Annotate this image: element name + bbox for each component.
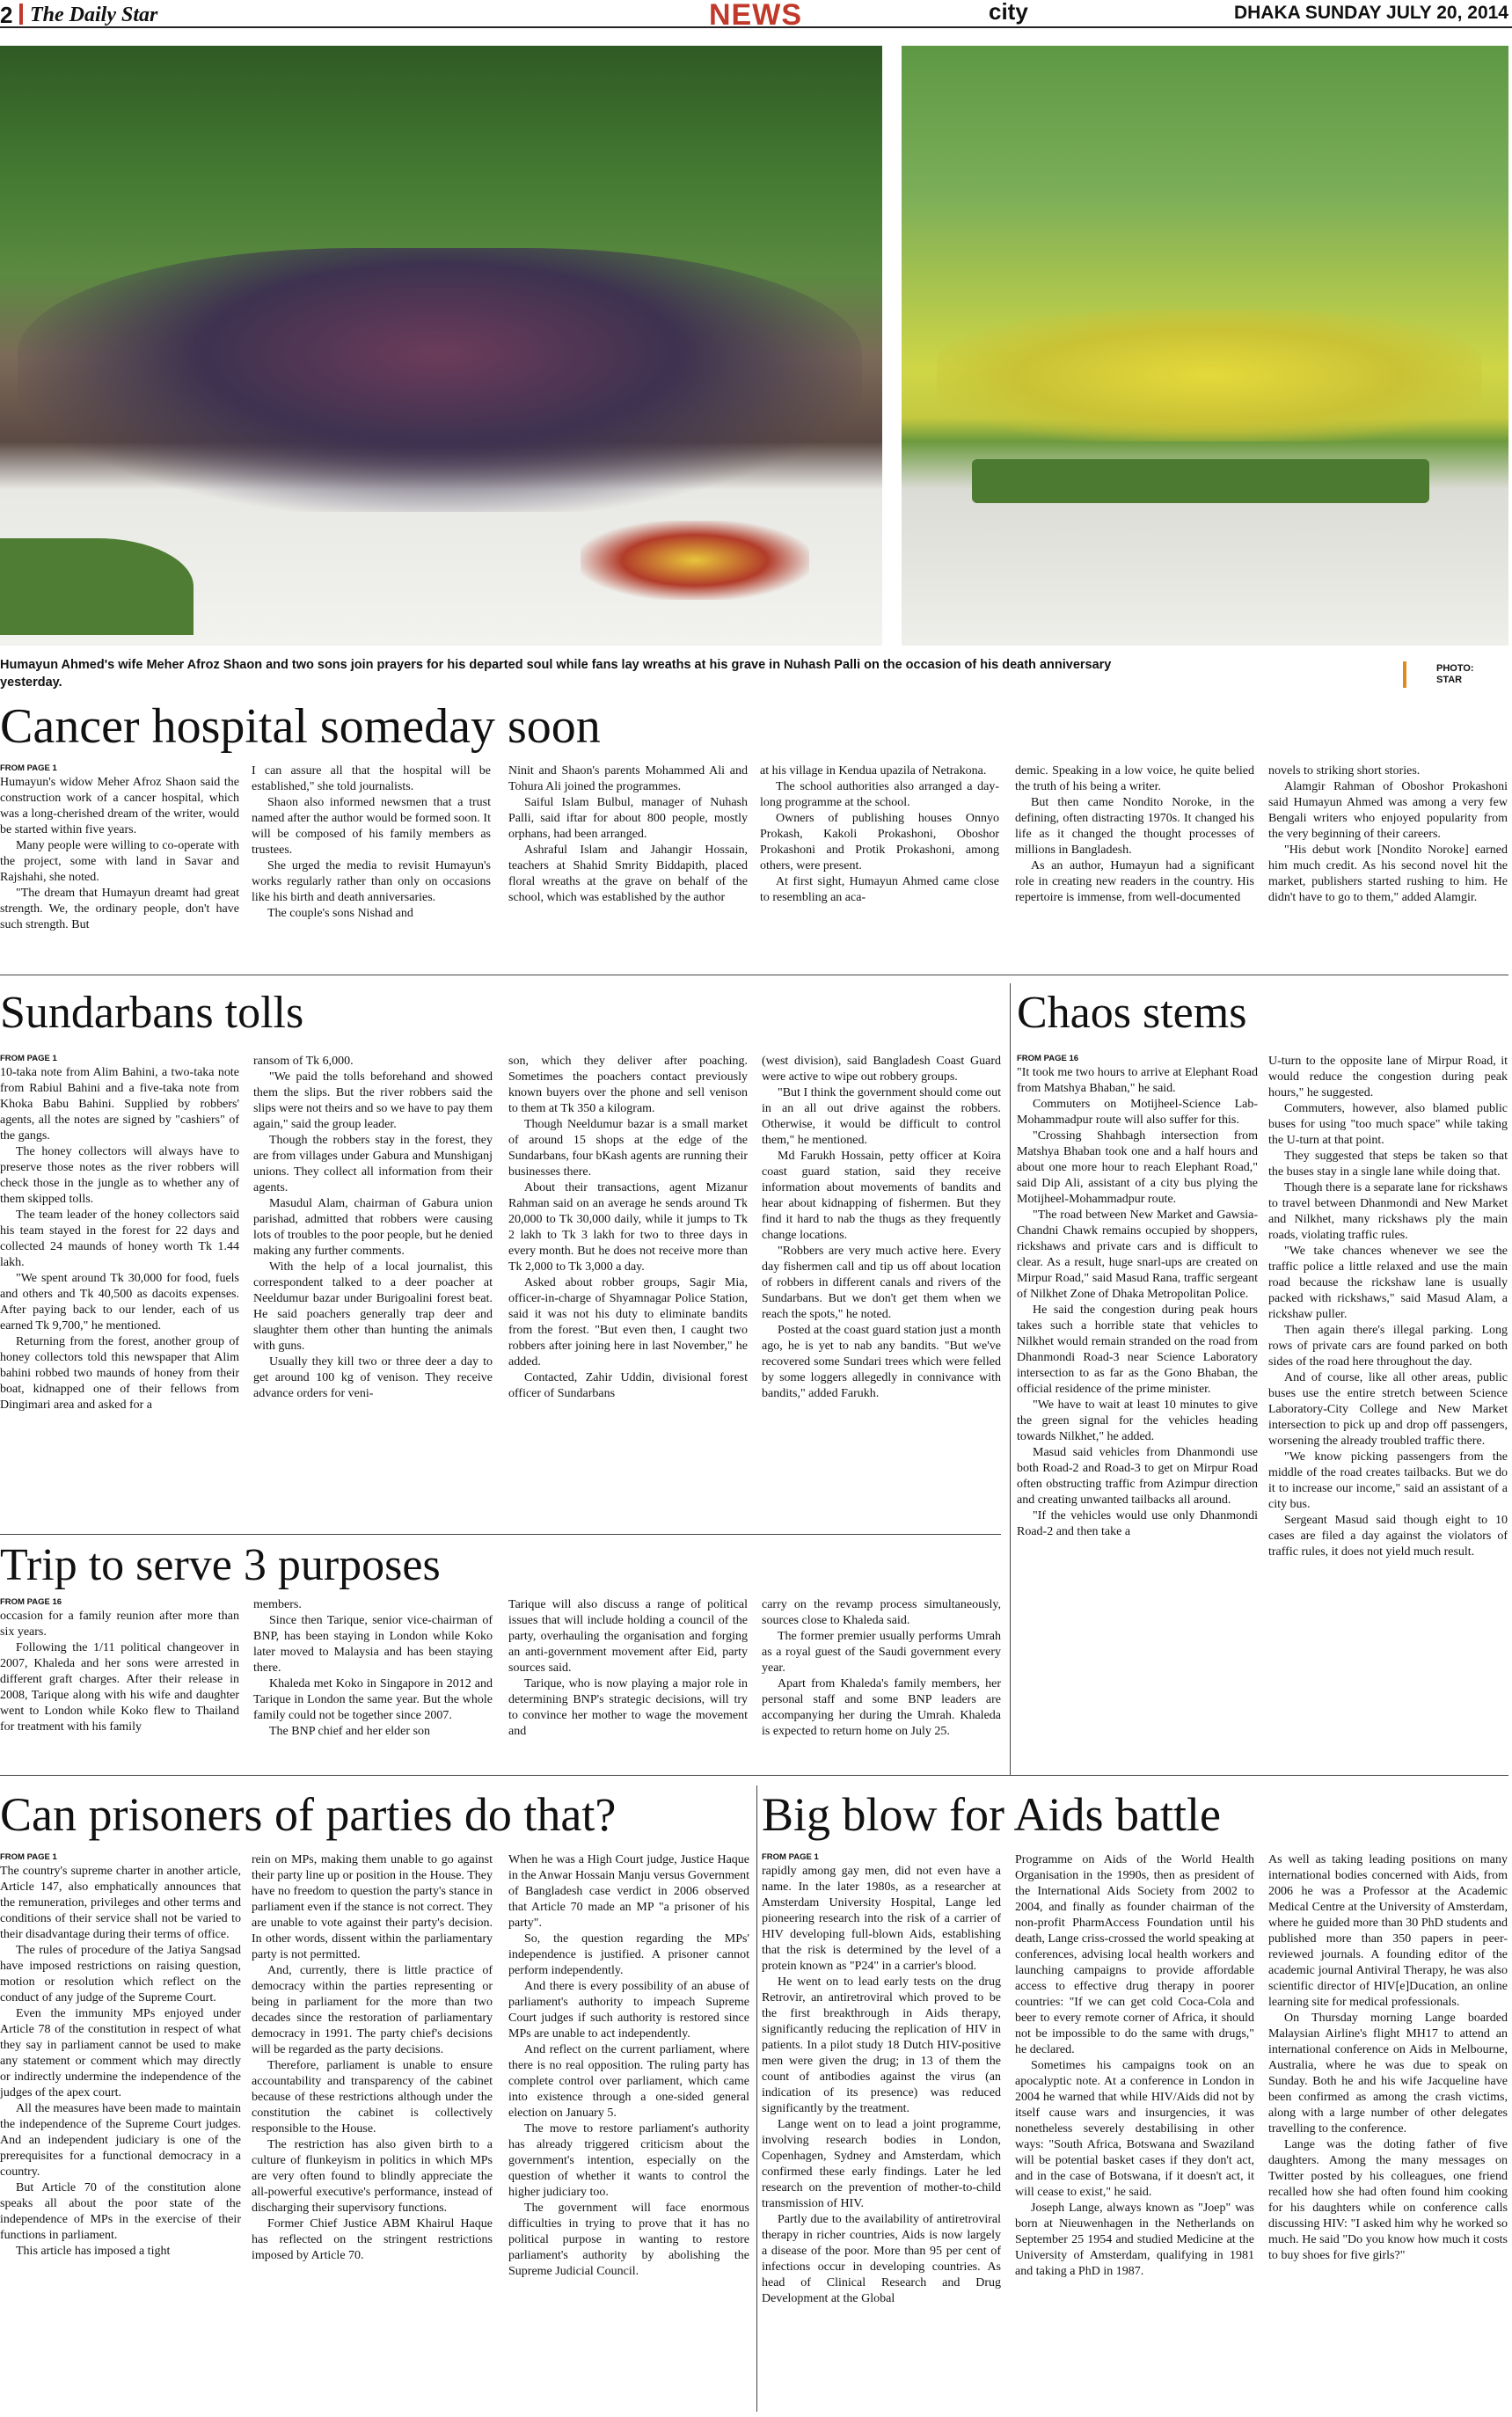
story-column bbox=[253, 1054, 493, 1552]
paragraph: Alamgir Rahman of Oboshor Prokashoni said Humayun Ahmed was among a very few Bengali writers who enjoyed popularity from the very beginning of their careers. bbox=[1268, 780, 1508, 841]
photo-credit bbox=[1436, 663, 1474, 686]
story-column bbox=[1268, 763, 1508, 968]
paragraph: She urged the media to revisit Humayun's works regularly rather than only on occasions like his birth and death anniversaries. bbox=[252, 859, 491, 904]
paragraph: rapidly among gay men, did not even have a name. In the later 1980s, as a researcher at Amsterdam University Hospital, Lange led pioneering research into the risk of a carrier of HIV developing full-blown Aids, establishing that the risk is determined by the level of a protein known as "P24" in a carrier's blood. bbox=[762, 1865, 1001, 1973]
paragraph: But Article 70 of the constitution alone speaks all about the poor state of the independence of MPs in the exercise of their functions in parliament. bbox=[0, 2181, 241, 2242]
from-page-label: FROM PAGE 1 bbox=[0, 1054, 57, 1063]
paragraph: Partly due to the availability of antiretroviral therapy in richer countries, Aids is now largely a disease of the poor. More than 95 per cent of infections occur in developing countries. As head of Clinical Research and Drug Development at the Global bbox=[762, 2213, 1001, 2305]
paragraph: As an author, Humayun had a significant role in creating new readers in the country. His repertoire is immense, from well-documented bbox=[1015, 859, 1254, 904]
paragraph: Sometimes his campaigns took on an apocalyptic note. At a conference in London in 2004 he warned that while HIV/Aids did not by itself cause wars and insurgencies, it was nonetheless severely destabilising in other ways: "South Africa, Botswana and Swaziland will be potential basket cases if they don't act, and in the case of Botswana, if it doesn't act, it will cease to exist," he said. bbox=[1015, 2059, 1254, 2199]
story-headline-chaos: Chaos stems bbox=[1017, 988, 1247, 1038]
paragraph: "His debut work [Nondito Noroke] earned him much credit. As his second novel hit the market, publishers started rushing to him. He didn't have to go to them," added Alamgir. bbox=[1268, 843, 1508, 904]
story-column bbox=[0, 1597, 239, 1770]
paragraph: "We have to wait at least 10 minutes to give the green signal for the vehicles heading towards Nilkhet," he added. bbox=[1017, 1398, 1258, 1443]
paragraph: "We take chances whenever we see the traffic police a little relaxed and use the main road because the rickshaw lane is usually packed with rickshaws," said Masud Alam, a rickshaw puller. bbox=[1268, 1245, 1508, 1321]
from-page-label: FROM PAGE 16 bbox=[1017, 1054, 1079, 1063]
story-column bbox=[1017, 1054, 1258, 1770]
story-headline-sundarbans: Sundarbans tolls bbox=[0, 988, 304, 1038]
page-number-divider bbox=[19, 4, 23, 25]
paragraph: Commuters on Motijheel-Science Lab-Mohammadpur route will also suffer for this. bbox=[1017, 1098, 1258, 1127]
paragraph: He went on to lead early tests on the drug Retrovir, an antiretroviral which proved to be the first breakthrough in Aids therapy, significantly reducing the replication of HIV in patients. In a pilot study 18 Dutch HIV-positive men were given the drug; in 13 of them the count of antibodies against the virus (an indication of its presence) was reduced significantly by the treatment. bbox=[762, 1975, 1001, 2115]
paragraph: Saiful Islam Bulbul, manager of Nuhash Palli, said iftar for about 800 people, mostly orphans, had been arranged. bbox=[508, 796, 748, 841]
paragraph: "We spent around Tk 30,000 for food, fuels and others and Tk 40,500 as dacoits expenses. After paying back to our lender, each of us earned Tk 9,700," he mentioned. bbox=[0, 1272, 239, 1333]
subsection-label: city bbox=[989, 0, 1028, 25]
masthead bbox=[0, 0, 1512, 32]
paragraph: Ashraful Islam and Jahangir Hossain, teachers at Shahid Smrity Biddapith, placed floral wreaths at the grave on behalf of the school, which was established by the author bbox=[508, 843, 748, 904]
fans-wreath-photo bbox=[902, 46, 1508, 646]
paragraph: The country's supreme charter in another article, Article 147, also emphatically announces that the remuneration, privileges and other terms and conditions of their service shall not be varied to their disadvantage during their terms of office. bbox=[0, 1865, 241, 1941]
paper-name: The Daily Star bbox=[30, 4, 158, 26]
photo-caption: Humayun Ahmed's wife Meher Afroz Shaon and two sons join prayers for his departed soul while fans lay wreaths at his grave in Nuhash Palli on the occasion of his death anniversary yesterday. bbox=[0, 658, 1112, 690]
story-column bbox=[508, 1597, 748, 1770]
paragraph: Though Neeldumur bazar is a small market of around 15 shops at the edge of the Sundarbans, four bKash agents are running their businesses there. bbox=[508, 1118, 748, 1179]
paragraph: novels to striking short stories. bbox=[1268, 764, 1421, 778]
paragraph: Then again there's illegal parking. Long rows of private cars are found parked on both sides of the road here throughout the day. bbox=[1268, 1324, 1508, 1369]
paragraph: The move to restore parliament's authority has already triggered criticism about the government's intention, especially on the question of whether it wants to control the higher judiciary too. bbox=[508, 2122, 749, 2199]
paragraph: "It took me two hours to arrive at Elephant Road from Matshya Bhaban," he said. bbox=[1017, 1066, 1258, 1095]
photo-grass bbox=[0, 538, 194, 635]
paragraph: demic. Speaking in a low voice, he quite belied the truth of his being a writer. bbox=[1015, 764, 1254, 793]
photo-flowers bbox=[581, 521, 809, 600]
paragraph: son, which they deliver after poaching. Sometimes the poachers contact previously known buyers over the phone and sell venison to them at Tk 350 a kilogram. bbox=[508, 1055, 748, 1115]
from-page-label: FROM PAGE 1 bbox=[0, 1852, 57, 1862]
paragraph: Posted at the coast guard station just a month ago, he is yet to nab any bandits. "But we've recovered some Sundari trees which were felled by some loggers allegedly in connivance with bandits," added Farukh. bbox=[762, 1324, 1001, 1400]
story-column bbox=[252, 763, 491, 968]
photo-credit-label: PHOTO: bbox=[1436, 663, 1474, 674]
paragraph: The restriction has also given birth to a culture of flunkeyism in politics in which MPs are very often found to blindly appreciate the all-powerful executive's performance, instead of discharging their supervisory functions. bbox=[252, 2138, 493, 2215]
paragraph: Commuters, however, also blamed public buses for using "too much space" while taking the U-turn at that point. bbox=[1268, 1102, 1508, 1147]
paragraph: But then came Nondito Noroke, in the defining, often distracting 1970s. It changed his life as it changed the thought processes of millions in Bangladesh. bbox=[1015, 796, 1254, 857]
paragraph: Apart from Khaleda's family members, her personal staff and some BNP leaders are accompanying her during the Umrah. Khaleda is expected to return home on July 25. bbox=[762, 1677, 1001, 1738]
paragraph: "We paid the tolls beforehand and showed them the slips. But the river robbers said the slips were not theirs and so we have to pay them again," said the group leader. bbox=[253, 1070, 493, 1131]
story-column bbox=[508, 763, 748, 968]
section-label: NEWS bbox=[709, 0, 802, 32]
grave-prayer-photo bbox=[0, 46, 882, 646]
paragraph: U-turn to the opposite lane of Mirpur Road, it would reduce the congestion during peak hours," he suggested. bbox=[1268, 1055, 1508, 1099]
photo-crowd bbox=[937, 310, 1482, 442]
story-column bbox=[1268, 1054, 1508, 1770]
photo-credit-source: STAR bbox=[1436, 675, 1463, 685]
paragraph: Since then Tarique, senior vice-chairman of BNP, has been staying in London while Koko later moved to Malaysia and has been staying there. bbox=[253, 1614, 493, 1675]
story-headline-prisoners: Can prisoners of parties do that? bbox=[0, 1788, 617, 1841]
photo-crowd bbox=[18, 248, 862, 512]
paragraph: Many people were willing to co-operate with the project, some with land in Savar and Rajshahi, she noted. bbox=[0, 839, 239, 884]
paragraph: Owners of publishing houses Onnyo Prokash, Kakoli Prokashoni, Oboshor Prokashoni and Protik Prokashoni, among others, were present. bbox=[760, 812, 999, 873]
paragraph: He said the congestion during peak hours takes such a horrible state that vehicles to Nilkhet would remain stranded on the road from Dhanmondi Road-3 near Science Laboratory intersection to as far as the Gono Bhaban, the official residence of the prime minister. bbox=[1017, 1303, 1258, 1396]
paragraph: Khaleda met Koko in Singapore in 2012 and Tarique in London the same year. But the whole family could not be together since 2007. bbox=[253, 1677, 493, 1722]
paragraph: At first sight, Humayun Ahmed came close to resembling an aca- bbox=[760, 875, 999, 904]
paragraph: Though there is a separate lane for rickshaws to travel between Dhanmondi and New Market and Nilkhet, many rickshaws ply the main roads, violating traffic rules. bbox=[1268, 1181, 1508, 1242]
paragraph: Ninit and Shaon's parents Mohammed Ali and Tohura Ali joined the programmes. bbox=[508, 764, 748, 793]
paragraph: They suggested that steps be taken so that the buses stay in a single lane while doing that. bbox=[1268, 1150, 1508, 1179]
paragraph: As well as taking leading positions on many international bodies concerned with Aids, from 2006 he was a Professor at the Academic Medical Centre at the University of Amsterdam, where he guided more than 30 PhD students and published more than 350 papers in peer-reviewed journals. A founding editor of the academic journal Antiviral Therapy, he was also scientific director of HIV[e]Ducation, an online learning site for medical professionals. bbox=[1268, 1853, 1508, 2009]
paragraph: On Thursday morning Lange boarded Malaysian Airline's flight MH17 to attend an international conference on Aids in Melbourne, Australia, where he was due to speak on Sunday. Both he and his wife Jacqueline have been confirmed as among the crash victims, along with a large number of other delegates travelling to the conference. bbox=[1268, 2012, 1508, 2136]
paragraph: Programme on Aids of the World Health Organisation in the 1990s, then as president of the International Aids Society from 2002 to 2004, and finally as founder chairman of the non-profit PharmAccess Foundation until his death, Lange criss-crossed the world speaking at conferences, advising local health workers and launching campaigns to provide affordable access to effective drug therapy in poorer countries: "If we can get cold Coca-Cola and beer to every remote corner of Africa, it should not be impossible to do the same with drugs," he declared. bbox=[1015, 1853, 1254, 2056]
paragraph: And, currently, there is little practice of democracy within the parties representing or being in parliament for the more than two decades since the restoration of parliamentary democracy in 1991. The party chief's decisions will be regarded as the party decisions. bbox=[252, 1964, 493, 2056]
column-divider bbox=[1010, 983, 1011, 1775]
from-page-label: FROM PAGE 16 bbox=[0, 1597, 62, 1607]
story-column bbox=[0, 763, 239, 968]
story-column bbox=[762, 1054, 1001, 1552]
paragraph: Tarique, who is now playing a major role in determining BNP's strategic decisions, will try to convince her mother to wage the movement and bbox=[508, 1677, 748, 1738]
paragraph: This article has imposed a tight bbox=[16, 2245, 171, 2258]
story-column bbox=[508, 1852, 749, 2412]
paragraph: "Robbers are very much active here. Every day fishermen call and tip us off about location of robbers in different canals and rivers of the Sundarbans. But we don't get them when we reach the spots," he noted. bbox=[762, 1245, 1001, 1321]
paragraph: The team leader of the honey collectors said his team stayed in the forest for 22 days and collected 24 maunds of honey worth Tk 1.44 lakh. bbox=[0, 1208, 239, 1269]
paragraph: The former premier usually performs Umrah as a royal guest of the Saudi government every year. bbox=[762, 1630, 1001, 1675]
paragraph: Usually they kill two or three deer a day to get around 100 kg of venison. They receive advance orders for veni- bbox=[253, 1355, 493, 1400]
story-column bbox=[1015, 763, 1254, 968]
paragraph: "The road between New Market and Gawsia-Chandni Chawk remains occupied by shoppers, rickshaws and private cars and is difficult to clear. As a result, huge snarl-ups are created on Mirpur Road," said Masud Rana, traffic sergeant of Nilkhet Zone of Dhaka Metropolitan Police. bbox=[1017, 1208, 1258, 1301]
paragraph: Lange went on to lead a joint programme, involving research bodies in London, Copenhagen, Sydney and Amsterdam, which confirmed these early findings. Later he led research on the prevention of mother-to-child transmission of HIV. bbox=[762, 2118, 1001, 2210]
column-divider bbox=[756, 1785, 757, 2412]
paragraph: Joseph Lange, always known as "Joep" was born at Nieuwenhagen in the Netherlands on September 25 1954 and studied Medicine at the University of Amsterdam, qualifying in 1981 and taking a PhD in 1987. bbox=[1015, 2202, 1254, 2278]
paragraph: And reflect on the current parliament, where there is no real opposition. The ruling party has complete control over parliament, which came into existence through a one-sided general election on January 5. bbox=[508, 2043, 749, 2120]
paragraph: Following the 1/11 political changeover in 2007, Khaleda and her sons were arrested in different graft charges. After their release in 2008, Tarique along with his wife and daughter went to London while Koko flew to Thailand for treatment with his family bbox=[0, 1641, 239, 1734]
paragraph: rein on MPs, making them unable to go against their party line up or position in the House. They have no freedom to question the party's stance in parliament even if the stance is not correct. They are unable to vote against their party's decision. In other words, dissent within the parliamentary party is not permitted. bbox=[252, 1853, 493, 1961]
paragraph: The BNP chief and her elder son bbox=[269, 1725, 430, 1738]
paragraph: Tarique will also discuss a range of political issues that will include holding a council of the party, overhauling the organisation and forging an anti-government movement after Eid, party sources said. bbox=[508, 1598, 748, 1675]
paragraph: I can assure all that the hospital will be established," she told journalists. bbox=[252, 764, 491, 793]
paragraph: carry on the revamp process simultaneously, sources close to Khaleda said. bbox=[762, 1598, 1001, 1627]
paragraph: Former Chief Justice ABM Khairul Haque has reflected on the stringent restrictions imposed by Article 70. bbox=[252, 2217, 493, 2262]
story-column bbox=[0, 1054, 239, 1552]
photo-credit-bar bbox=[1403, 661, 1406, 688]
paragraph: And of course, like all other areas, public buses use the entire stretch between Science Laboratory-City College and New Market intersection to pick up and drop off passengers, worsening the already troubled traffic there. bbox=[1268, 1371, 1508, 1448]
dateline: DHAKA SUNDAY JULY 20, 2014 bbox=[1233, 3, 1508, 23]
paragraph: Though the robbers stay in the forest, they are from villages under Gabura and Munshiganj unions. They collect all information from their agents. bbox=[253, 1134, 493, 1194]
from-page-label: FROM PAGE 1 bbox=[0, 763, 57, 773]
paragraph: The government will face enormous difficulties in trying to prove that it has no political purpose in wanting to restore parliament's authority by abolishing the Supreme Judicial Council. bbox=[508, 2202, 749, 2278]
paragraph: With the help of a local journalist, this correspondent talked to a deer poacher at Neeldumur bazar under Burigoalini forest beat. He said poachers generally trap deer and slaughter them other than hunting the animals with guns. bbox=[253, 1260, 493, 1353]
story-column bbox=[762, 1597, 1001, 1770]
story-headline-aids: Big blow for Aids battle bbox=[762, 1788, 1221, 1841]
photo-grave bbox=[972, 459, 1429, 503]
paragraph: The couple's sons Nishad and bbox=[267, 907, 413, 920]
paragraph: at his village in Kendua upazila of Netrakona. bbox=[760, 764, 987, 778]
paragraph: Masud said vehicles from Dhanmondi use both Road-2 and Road-3 to get on Mirpur Road often obstructing traffic from Azimpur direction and creating unwanted tailbacks all around. bbox=[1017, 1446, 1258, 1507]
paragraph: ransom of Tk 6,000. bbox=[253, 1055, 354, 1068]
paragraph: Md Farukh Hossain, petty officer at Koira coast guard station, said they receive information about movements of bandits and hear about kidnapping of fishermen. But they find it hard to nab the thugs as they frequently change locations. bbox=[762, 1150, 1001, 1242]
paragraph: "We know picking passengers from the middle of the road creates tailbacks. But we do it to increase our income," said an assistant of a city bus. bbox=[1268, 1450, 1508, 1511]
paragraph: "But I think the government should come out in an all out drive against the robbers. Otherwise, it would be difficult to control them," he mentioned. bbox=[762, 1086, 1001, 1147]
paragraph: Humayun's widow Meher Afroz Shaon said the construction work of a cancer hospital, which was a long-cherished dream of the writer, would be started within five years. bbox=[0, 776, 239, 836]
paragraph: Therefore, parliament is unable to ensure accountability and transparency of the cabinet because of these restrictions although under the constitution the cabinet is collectively responsible to the House. bbox=[252, 2059, 493, 2136]
paragraph: Lange was the doting father of five daughters. Among the many messages on Twitter posted by his colleagues, one friend recalled how she had often found him cooking for his daughters while on conference calls discussing HIV: "I asked him why he worked so much. He said "Do you know how much it costs to buy shoes for five girls?" bbox=[1268, 2138, 1508, 2262]
story-headline-cancer: Cancer hospital someday soon bbox=[0, 699, 601, 754]
from-page-label: FROM PAGE 1 bbox=[762, 1852, 819, 1862]
paragraph: And there is every possibility of an abuse of parliament's authority to impeach Supreme Court judges if such authority is restored since MPs are unable to act independently. bbox=[508, 1980, 749, 2041]
paragraph: The rules of procedure of the Jatiya Sangsad have imposed restrictions on raising question, motion or resolution which reflect on the conduct of any judge of the Supreme Court. bbox=[0, 1944, 241, 2004]
story-column bbox=[252, 1852, 493, 2412]
paragraph: All the measures have been made to maintain the independence of the Supreme Court judges. And an independent judiciary is one of the prerequisites for a functional democracy in a country. bbox=[0, 2102, 241, 2179]
story-column bbox=[508, 1054, 748, 1552]
paragraph: "The dream that Humayun dreamt had great strength. We, the ordinary people, don't have such strength. But bbox=[0, 887, 239, 931]
story-column bbox=[0, 1852, 241, 2412]
paragraph: "If the vehicles would use only Dhanmondi Road-2 and then take a bbox=[1017, 1509, 1258, 1538]
paragraph: Even the immunity MPs enjoyed under Article 78 of the constitution in respect of what they say in parliament cannot be used to make any statement or comment which may directly or indirectly undermine the independence of the judges of the apex court. bbox=[0, 2007, 241, 2099]
story-column bbox=[762, 1852, 1001, 2412]
story-column bbox=[1015, 1852, 1254, 2412]
paragraph: 10-taka note from Alim Bahini, a two-taka note from Rabiul Bahini and a five-taka note from Khoka Babu Bahini. Supplied by robbers' agents, all the notes are signed by "cashiers" of the gangs. bbox=[0, 1066, 239, 1143]
paragraph: About their transactions, agent Mizanur Rahman said on an average he sends around Tk 20,000 to Tk 30,000 daily, while it jumps to Tk 2 lakh to Tk 3 lakh for two to three days in every month. But he does not receive more than Tk 2,000 to Tk 3,000 a day. bbox=[508, 1181, 748, 1274]
paragraph: occasion for a family reunion after more than six years. bbox=[0, 1610, 239, 1639]
paragraph: So, the question regarding the MPs' independence is justified. A prisoner cannot perform independently. bbox=[508, 1932, 749, 1977]
paragraph: When he was a High Court judge, Justice Haque in the Anwar Hossain Manju versus Government of Bangladesh case verdict in 2006 observed that Article 70 made an MP "a prisoner of his party". bbox=[508, 1853, 749, 1930]
paragraph: "Crossing Shahbagh intersection from Matshya Bhaban took one and a half hours and about one more hour to reach Elephant Road," said Dip Ali, assistant of a city bus plying the Motijheel-Mohammadpur route. bbox=[1017, 1129, 1258, 1206]
story-column bbox=[253, 1597, 493, 1770]
paragraph: The school authorities also arranged a day-long programme at the school. bbox=[760, 780, 999, 809]
paragraph: Shaon also informed newsmen that a trust named after the author would be formed soon. It will be composed of his family members as trustees. bbox=[252, 796, 491, 857]
paragraph: The honey collectors will always have to preserve those notes as the river robbers will check those in the jungle as to whether any of them skipped tolls. bbox=[0, 1145, 239, 1206]
paragraph: Returning from the forest, another group of honey collectors told this newspaper that Alim bahini robbed two maunds of honey from their boat, kidnapped one of their fellows from Dingimari area and asked for a bbox=[0, 1335, 239, 1412]
page-number: 2 bbox=[0, 2, 13, 28]
story-headline-trip: Trip to serve 3 purposes bbox=[0, 1540, 441, 1590]
section-divider bbox=[0, 1775, 1508, 1776]
story-column bbox=[1268, 1852, 1508, 2412]
story-column bbox=[760, 763, 999, 968]
paragraph: Sergeant Masud said though eight to 10 cases are filed a day against the violators of traffic rules, it does not yield much result. bbox=[1268, 1514, 1508, 1559]
paragraph: Contacted, Zahir Uddin, divisional forest officer of Sundarbans bbox=[508, 1371, 748, 1400]
paragraph: members. bbox=[253, 1598, 302, 1611]
paragraph: Masudul Alam, chairman of Gabura union parishad, admitted that robbers were causing lots of troubles to the poor people, but he denied making any further comments. bbox=[253, 1197, 493, 1258]
paragraph: Asked about robber groups, Sagir Mia, officer-in-charge of Shyamnagar Police Station, said it was not his duty to eliminate bandits from the forest. "But even then, I caught two robbers after joining here in last November," he added. bbox=[508, 1276, 748, 1369]
section-divider bbox=[0, 1534, 1001, 1535]
paragraph: (west division), said Bangladesh Coast Guard were active to wipe out robbery groups. bbox=[762, 1055, 1001, 1084]
